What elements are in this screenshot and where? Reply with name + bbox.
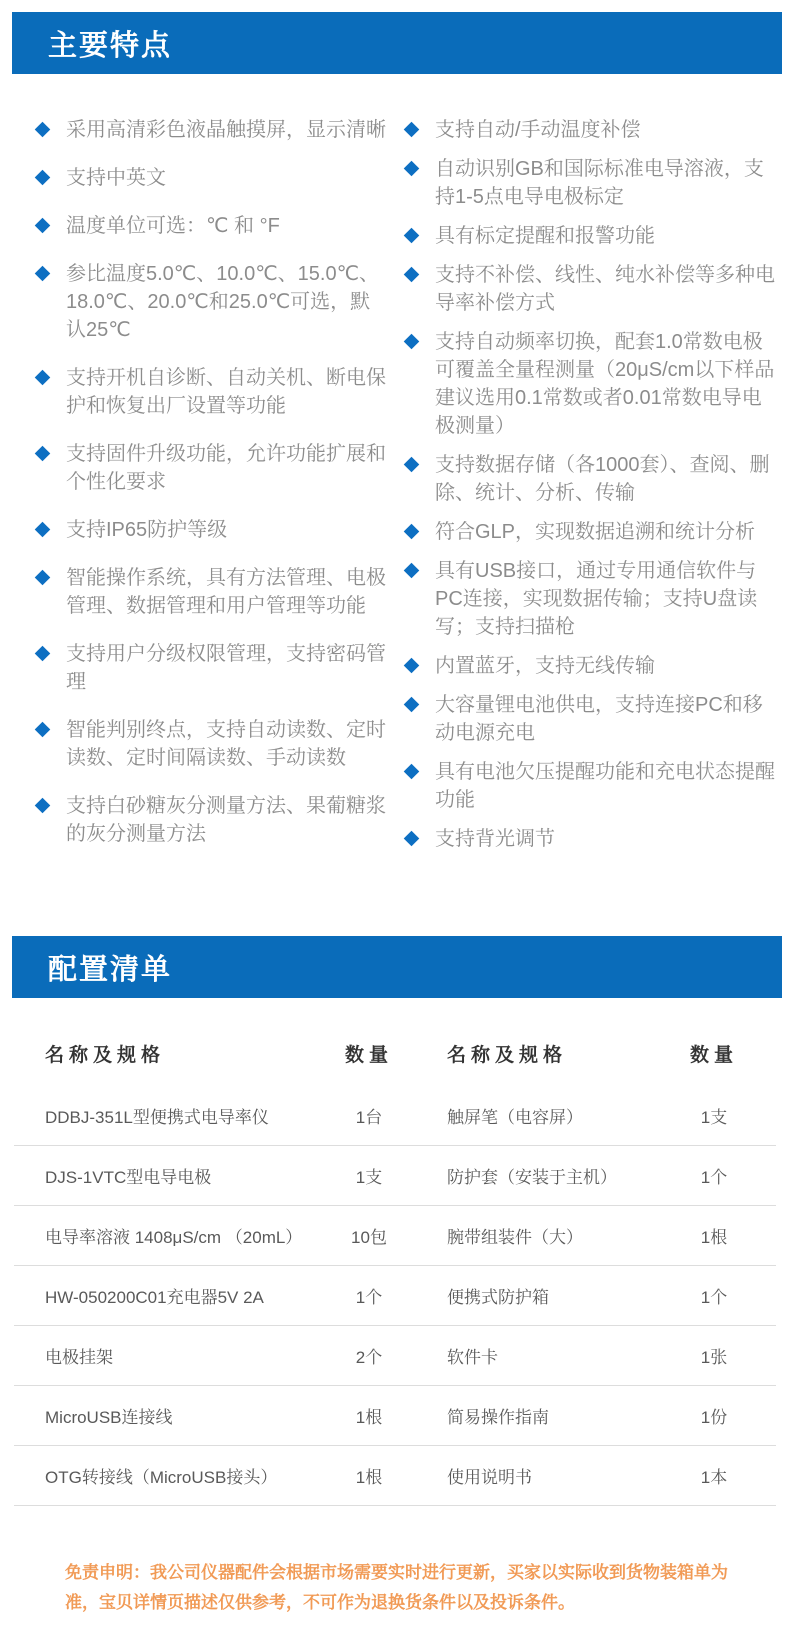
- item-qty-cell: 1支: [355, 1168, 383, 1187]
- item-name-cell: 电极挂架: [45, 1348, 113, 1367]
- diamond-bullet-icon: [404, 658, 420, 674]
- feature-text: 自动识别GB和国际标准电导溶液，支持1-5点电导电极标定: [435, 158, 764, 208]
- feature-text: 支持中英文: [66, 167, 166, 189]
- feature-text: 支持IP65防护等级: [66, 519, 228, 541]
- item-name-cell: 电导率溶液 1408μS/cm （20mL）: [45, 1228, 303, 1247]
- column-header-name-left: 名称及规格: [45, 1045, 166, 1066]
- column-header-qty-right: 数量: [689, 1045, 738, 1066]
- item-qty-cell: 1本: [700, 1468, 728, 1487]
- feature-text: 具有电池欠压提醒功能和充电状态提醒功能: [435, 761, 775, 811]
- features-list: [0, 74, 790, 924]
- diamond-bullet-icon: [35, 122, 51, 138]
- item-name-cell: HW-050200C01充电器5V 2A: [45, 1288, 264, 1307]
- feature-item: [404, 758, 776, 814]
- diamond-bullet-icon: [404, 697, 420, 713]
- feature-item: [404, 155, 776, 211]
- diamond-bullet-icon: [404, 161, 420, 177]
- diamond-bullet-icon: [404, 457, 420, 473]
- table-row: [14, 1326, 776, 1386]
- item-qty-cell: 1根: [355, 1468, 383, 1487]
- item-qty-cell: 1张: [700, 1348, 728, 1367]
- table-header-row: [14, 1040, 776, 1086]
- diamond-bullet-icon: [35, 218, 51, 234]
- diamond-bullet-icon: [35, 798, 51, 814]
- feature-text: 符合GLP，实现数据追溯和统计分析: [435, 521, 756, 543]
- item-name-cell: 简易操作指南: [447, 1408, 549, 1427]
- feature-text: 内置蓝牙，支持无线传输: [435, 655, 655, 677]
- item-qty-cell: 1台: [355, 1108, 383, 1127]
- feature-text: 采用高清彩色液晶触摸屏，显示清晰: [66, 119, 386, 141]
- feature-text: 支持自动/手动温度补偿: [435, 119, 641, 141]
- feature-item: [404, 328, 776, 440]
- feature-item: [35, 640, 390, 696]
- diamond-bullet-icon: [404, 228, 420, 244]
- diamond-bullet-icon: [35, 646, 51, 662]
- feature-item: [404, 116, 776, 144]
- table-row: [14, 1446, 776, 1506]
- feature-item: [404, 825, 776, 853]
- feature-text: 支持白砂糖灰分测量方法、果葡糖浆的灰分测量方法: [66, 795, 386, 845]
- feature-item: [35, 564, 390, 620]
- column-header-qty-left: 数量: [344, 1045, 393, 1066]
- feature-text: 支持用户分级权限管理，支持密码管理: [66, 643, 386, 693]
- diamond-bullet-icon: [404, 764, 420, 780]
- feature-text: 支持背光调节: [435, 828, 555, 850]
- feature-item: [404, 222, 776, 250]
- item-name-cell: DJS-1VTC型电导电极: [45, 1168, 212, 1187]
- features-column-right: [404, 116, 776, 924]
- disclaimer-text: 免责申明：我公司仪器配件会根据市场需要实时进行更新，买家以实际收到货物装箱单为准，宝贝详情页描述仅供参考，不可作为退换货条件以及投诉条件。: [65, 1563, 728, 1612]
- diamond-bullet-icon: [35, 370, 51, 386]
- item-qty-cell: 1个: [700, 1168, 728, 1187]
- diamond-bullet-icon: [35, 570, 51, 586]
- feature-text: 大容量锂电池供电，支持连接PC和移动电源充电: [435, 694, 763, 744]
- features-section-header-bar: [12, 12, 782, 74]
- feature-item: [35, 716, 390, 772]
- feature-item: [404, 518, 776, 546]
- item-name-cell: 触屏笔（电容屏）: [447, 1108, 583, 1127]
- diamond-bullet-icon: [404, 334, 420, 350]
- diamond-bullet-icon: [404, 122, 420, 138]
- package-table: [14, 998, 776, 1506]
- features-section-title: 主要特点: [48, 29, 173, 62]
- table-row: [14, 1206, 776, 1266]
- feature-text: 温度单位可选：℃ 和 °F: [66, 215, 280, 237]
- item-qty-cell: 1根: [355, 1408, 383, 1427]
- table-row: [14, 1146, 776, 1206]
- item-name-cell: OTG转接线（MicroUSB接头）: [45, 1468, 278, 1487]
- item-qty-cell: 2个: [355, 1348, 383, 1367]
- package-section-title: 配置清单: [48, 953, 173, 986]
- feature-item: [35, 260, 390, 344]
- item-qty-cell: 1个: [355, 1288, 383, 1307]
- table-row: [14, 1386, 776, 1446]
- feature-text: 支持不补偿、线性、纯水补偿等多种电导率补偿方式: [435, 264, 775, 314]
- item-qty-cell: 1个: [700, 1288, 728, 1307]
- feature-item: [35, 792, 390, 848]
- feature-item: [404, 691, 776, 747]
- feature-item: [404, 261, 776, 317]
- table-row: [14, 1266, 776, 1326]
- feature-item: [35, 212, 390, 240]
- feature-text: 支持数据存储（各1000套）、查阅、删除、统计、分析、传输: [435, 454, 770, 504]
- feature-item: [35, 516, 390, 544]
- item-name-cell: DDBJ-351L型便携式电导率仪: [45, 1108, 269, 1127]
- feature-item: [404, 451, 776, 507]
- diamond-bullet-icon: [404, 267, 420, 283]
- item-qty-cell: 10包: [351, 1228, 387, 1247]
- feature-item: [35, 116, 390, 144]
- feature-text: 智能操作系统，具有方法管理、电极管理、数据管理和用户管理等功能: [66, 567, 386, 617]
- item-name-cell: 防护套（安装于主机）: [447, 1168, 617, 1187]
- diamond-bullet-icon: [35, 522, 51, 538]
- diamond-bullet-icon: [404, 563, 420, 579]
- diamond-bullet-icon: [35, 722, 51, 738]
- table-row: [14, 1086, 776, 1146]
- feature-text: 具有标定提醒和报警功能: [435, 225, 655, 247]
- diamond-bullet-icon: [35, 170, 51, 186]
- feature-item: [35, 440, 390, 496]
- feature-item: [404, 557, 776, 641]
- feature-text: 支持固件升级功能，允许功能扩展和个性化要求: [66, 443, 386, 493]
- feature-text: 支持开机自诊断、自动关机、断电保护和恢复出厂设置等功能: [66, 367, 386, 417]
- diamond-bullet-icon: [35, 446, 51, 462]
- item-qty-cell: 1支: [700, 1108, 728, 1127]
- column-header-name-right: 名称及规格: [447, 1045, 568, 1066]
- feature-text: 智能判别终点，支持自动读数、定时读数、定时间隔读数、手动读数: [66, 719, 386, 769]
- package-section-header-bar: [12, 936, 782, 998]
- item-qty-cell: 1份: [700, 1408, 728, 1427]
- item-name-cell: 便携式防护箱: [447, 1288, 549, 1307]
- feature-text: 支持自动频率切换，配套1.0常数电极可覆盖全量程测量（20μS/cm以下样品建议选用0.1常数或者0.01常数电导电极测量）: [435, 331, 775, 437]
- item-name-cell: 使用说明书: [447, 1468, 532, 1487]
- item-qty-cell: 1根: [700, 1228, 728, 1247]
- diamond-bullet-icon: [404, 831, 420, 847]
- feature-item: [404, 652, 776, 680]
- feature-item: [35, 164, 390, 192]
- item-name-cell: 腕带组装件（大）: [447, 1228, 583, 1247]
- diamond-bullet-icon: [35, 266, 51, 282]
- features-column-left: [35, 116, 390, 924]
- item-name-cell: 软件卡: [447, 1348, 498, 1367]
- feature-text: 具有USB接口，通过专用通信软件与PC连接，实现数据传输；支持U盘读写；支持扫描枪: [435, 560, 758, 638]
- item-name-cell: MicroUSB连接线: [45, 1408, 173, 1427]
- diamond-bullet-icon: [404, 524, 420, 540]
- feature-text: 参比温度5.0℃、10.0℃、15.0℃、18.0℃、20.0℃和25.0℃可选，默认25℃: [66, 263, 380, 341]
- feature-item: [35, 364, 390, 420]
